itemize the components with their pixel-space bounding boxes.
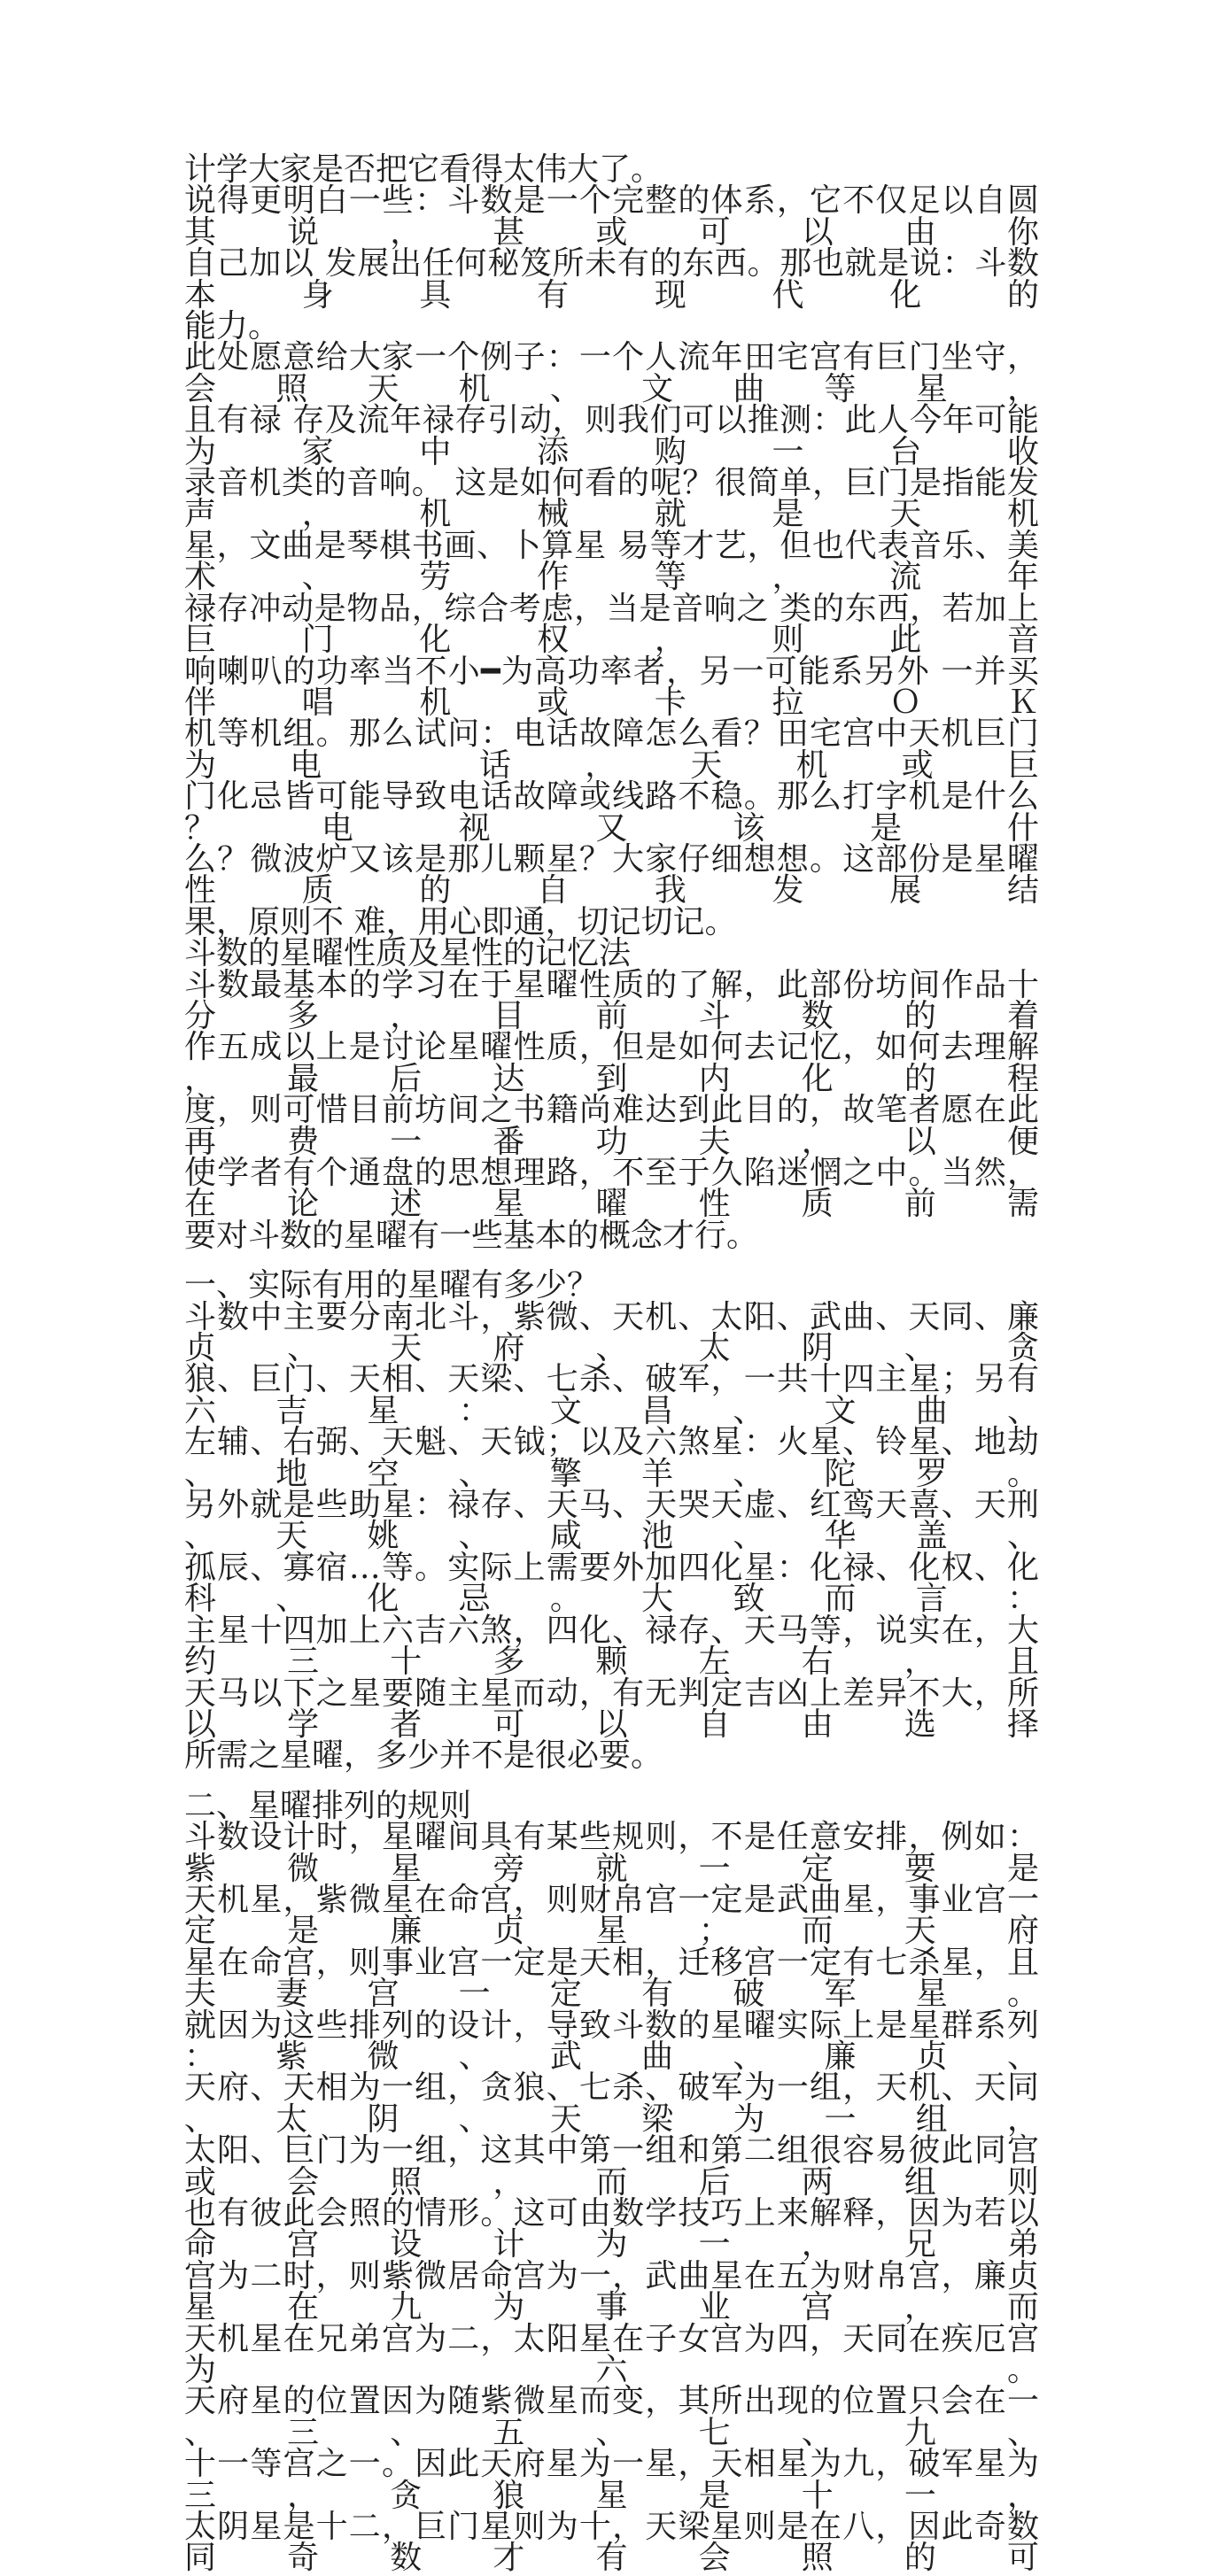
text-line: 天府星的位置因为随紫微星而变，其所出现的位置只会在一、三、五、七、九、	[184, 2383, 1039, 2451]
text-line: 另外就是些助星：禄存、天马、天哭天虚、红鸾天喜、天刑、天姚、咸池、华盖、	[184, 1487, 1039, 1555]
text-line: 斗数设计时，星曜间具有某些规则，不是任意安排，例如：紫微星旁就一定要是	[184, 1819, 1039, 1887]
text-line: 太阳、巨门为一组，这其中第一组和第二组很容易彼此同宫或会照，而后两组则	[184, 2132, 1039, 2201]
text-line: 响喇叭的功率当不小━为高功率者，另一可能系另外 一并买伴唱机或卡拉ＯＫ	[184, 653, 1039, 721]
text-line: 计学大家是否把它看得太伟大了。	[184, 151, 663, 188]
text-line: 天马以下之星要随主星而动，有无判定吉凶上差异不大，所以学者可以自由选择	[184, 1675, 1039, 1743]
text-line: 星，文曲是琴棋书画、卜算星 易等才艺，但也代表音乐、美术、劳作等，流年	[184, 527, 1039, 596]
paragraph	[184, 1787, 1039, 1824]
text-line: 也有彼此会照的情形。这可由数学技巧上来解释，因为若以命宫设计为一，兄弟	[184, 2195, 1039, 2263]
paragraph-spacer	[184, 1772, 1039, 1791]
text-line: 度，则可惜目前坊间之书籍尚难达到此目的，故笔者愿在此再费一番功夫，以便	[184, 1092, 1039, 1160]
text-line: 十一等宫之一。因此天府星为一星，天相星为九，破军星为三，贪狼星是十一，	[184, 2446, 1039, 2514]
text-line: 斗数的星曜性质及星性的记忆法	[184, 935, 632, 972]
paragraph	[184, 339, 1039, 940]
text-line: 宫为二时，则紫微居命宫为一，武曲星在五为财帛宫，廉贞星在九为事业宫，而	[184, 2257, 1039, 2326]
text-line: 天机星，紫微星在命宫，则财帛宫一定是武曲星，事业宫一定是廉贞星；而天府	[184, 1881, 1039, 1950]
paragraph	[184, 1298, 1039, 1775]
paragraph	[184, 1267, 1039, 1304]
text-line: 斗数中主要分南北斗，紫微、天机、太阳、武曲、天同、廉贞、天府、太阴、贪	[184, 1298, 1039, 1367]
text-line: 作五成以上是讨论星曜性质，但是如何去记忆，如何去理解，最后达到内化的程	[184, 1029, 1039, 1097]
text-line: 孤辰、寡宿…等。实际上需要外加四化星：化禄、化权、化科、化忌。大致而言：	[184, 1549, 1039, 1618]
text-line: 自己加以 发展出任何秘笈所未有的东西。那也就是说：斗数本身具有现代化的	[184, 245, 1039, 313]
text-line: 一、实际有用的星曜有多少？	[184, 1267, 600, 1304]
paragraph	[184, 966, 1039, 1254]
paragraph	[184, 935, 1039, 972]
text-line: 太阴星是十二，巨门星则为十，天梁星则是在八，因此奇数同奇数才有会照的可	[184, 2509, 1039, 2576]
text-line: 禄存冲动是物品，综合考虑，当是音响之 类的东西，若加上巨门化权，则此音	[184, 590, 1039, 659]
text-line: 门化忌皆可能导致电话故障或线路不稳。那么打字机是什么？电视又该是什	[184, 778, 1039, 847]
document-body	[184, 151, 1039, 2576]
text-line: 使学者有个通盘的思想理路，不至于久陷迷惘之中。当然，在论述星曜性质前需	[184, 1155, 1039, 1223]
paragraph	[184, 1819, 1039, 2389]
text-line: 能力。	[184, 308, 281, 345]
text-line: 么？微波炉又该是那儿颗星？大家仔细想想。这部份是星曜性质的自我发展结	[184, 840, 1039, 909]
text-line: 狼、巨门、天相、天梁、七杀、破军，一共十四主星；另有六吉星：文昌、文曲、	[184, 1361, 1039, 1429]
text-line: 天机星在兄弟宫为二，太阳星在子女宫为四，天同在疾厄宫为六。	[184, 2320, 1039, 2389]
text-line: 所需之星曜，多少并不是很必要。	[184, 1737, 663, 1775]
text-line: 机等机组。那么试问：电话故障怎么看？田宅宫中天机巨门为电 话，天机或巨	[184, 716, 1039, 784]
text-line: 二、星曜排列的规则	[184, 1787, 472, 1824]
text-line: 果，原则不 难，用心即通，切记切记。	[184, 903, 737, 940]
text-line: 主星十四加上六吉六煞，四化、禄存、天马等，说实在，大约三十多颗左右，且	[184, 1612, 1039, 1681]
text-line: 要对斗数的星曜有一些基本的概念才行。	[184, 1217, 759, 1254]
text-line: 且有禄 存及流年禄存引动，则我们可以推测：此人今年可能为家中添购一台收	[184, 402, 1039, 470]
text-line: 星在命宫，则事业宫一定是天相，迁移宫一定有七杀星，且夫妻宫一定有破军星。	[184, 1944, 1039, 2013]
paragraph	[184, 182, 1039, 345]
text-line: 天府、天相为一组，贪狼、七杀、破军为一组，天机、天同、太阴、天梁为一组，	[184, 2069, 1039, 2138]
text-line: 说得更明白一些：斗数是一个完整的体系，它不仅足以自圆其说，甚或可以由你	[184, 182, 1039, 251]
paragraph	[184, 151, 1039, 188]
text-line: 此处愿意给大家一个例子：一个人流年田宅宫有巨门坐守，会照天机、文曲等星，	[184, 339, 1039, 407]
text-line: 斗数最基本的学习在于星曜性质的了解，此部份坊间作品十分多，目前斗数的着	[184, 966, 1039, 1034]
text-line: 录音机类的音响。 这是如何看的呢？很简单，巨门是指能发声，机械就是天机	[184, 465, 1039, 533]
text-line: 左辅、右弼、天魁、天钺；以及六煞星：火星、铃星、地劫、地空、擎羊、陀罗。	[184, 1424, 1039, 1492]
text-line: 就因为这些排列的设计，导致斗数的星曜实际上是星群系列：紫微、武曲、廉贞、	[184, 2007, 1039, 2075]
paragraph	[184, 2383, 1039, 2576]
